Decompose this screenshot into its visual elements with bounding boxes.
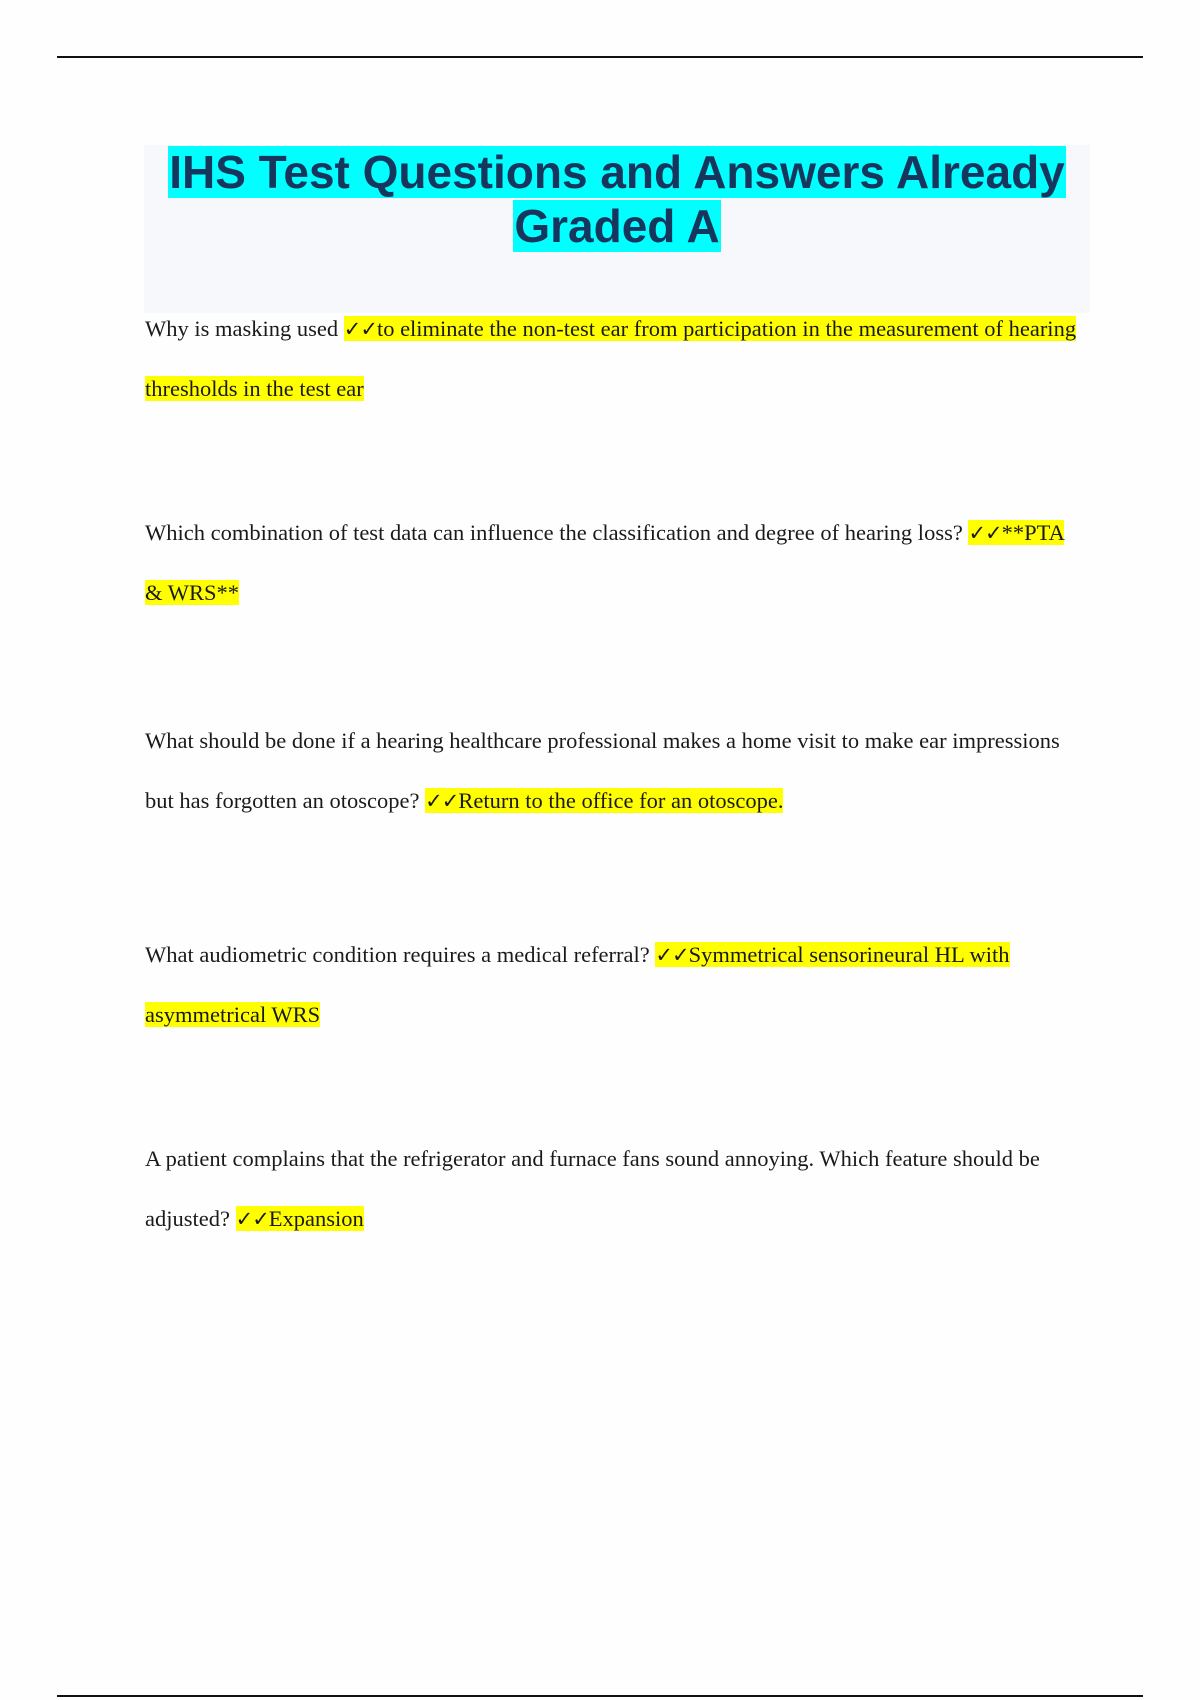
qa-item-1	[145, 299, 1085, 419]
answer-text: Symmetrical sensorineural HL with asymmetrical WRS	[145, 942, 1010, 1027]
title-block	[144, 145, 1090, 313]
double-check-icon: ✓✓	[343, 317, 377, 341]
answer-text: Return to the office for an otoscope.	[458, 788, 784, 813]
question-text: Why is masking used	[145, 316, 344, 341]
answer-highlight	[425, 788, 783, 813]
double-check-icon: ✓✓	[425, 789, 459, 813]
title-line-2: Graded A	[514, 200, 720, 252]
qa-item-2	[145, 503, 1085, 623]
qa-item-5	[145, 1129, 1085, 1249]
qa-item-4	[145, 925, 1085, 1045]
title-line-1: IHS Test Questions and Answers Already	[169, 146, 1065, 198]
answer-text: Expansion	[268, 1206, 364, 1231]
header-rule	[57, 56, 1143, 58]
double-check-icon: ✓✓	[968, 521, 1002, 545]
double-check-icon: ✓✓	[655, 943, 689, 967]
question-text: Which combination of test data can influence the classification and degree of hearing loss?	[145, 520, 969, 545]
footer-rule	[57, 1695, 1143, 1697]
qa-item-3	[145, 711, 1085, 831]
answer-text: to eliminate the non-test ear from participation in the measurement of hearing thresholds in the test ear	[145, 316, 1077, 401]
question-text: What audiometric condition requires a medical referral?	[145, 942, 656, 967]
page-title	[144, 145, 1090, 253]
double-check-icon: ✓✓	[235, 1207, 269, 1231]
question-text: A patient complains that the refrigerator and furnace fans sound annoying. Which feature should be adjusted?	[145, 1146, 1040, 1231]
answer-text: **PTA & WRS**	[145, 520, 1064, 605]
question-text: What should be done if a hearing healthcare professional makes a home visit to make ear impressions but has forgotten an otoscope?	[145, 728, 1060, 813]
answer-highlight	[236, 1206, 364, 1231]
